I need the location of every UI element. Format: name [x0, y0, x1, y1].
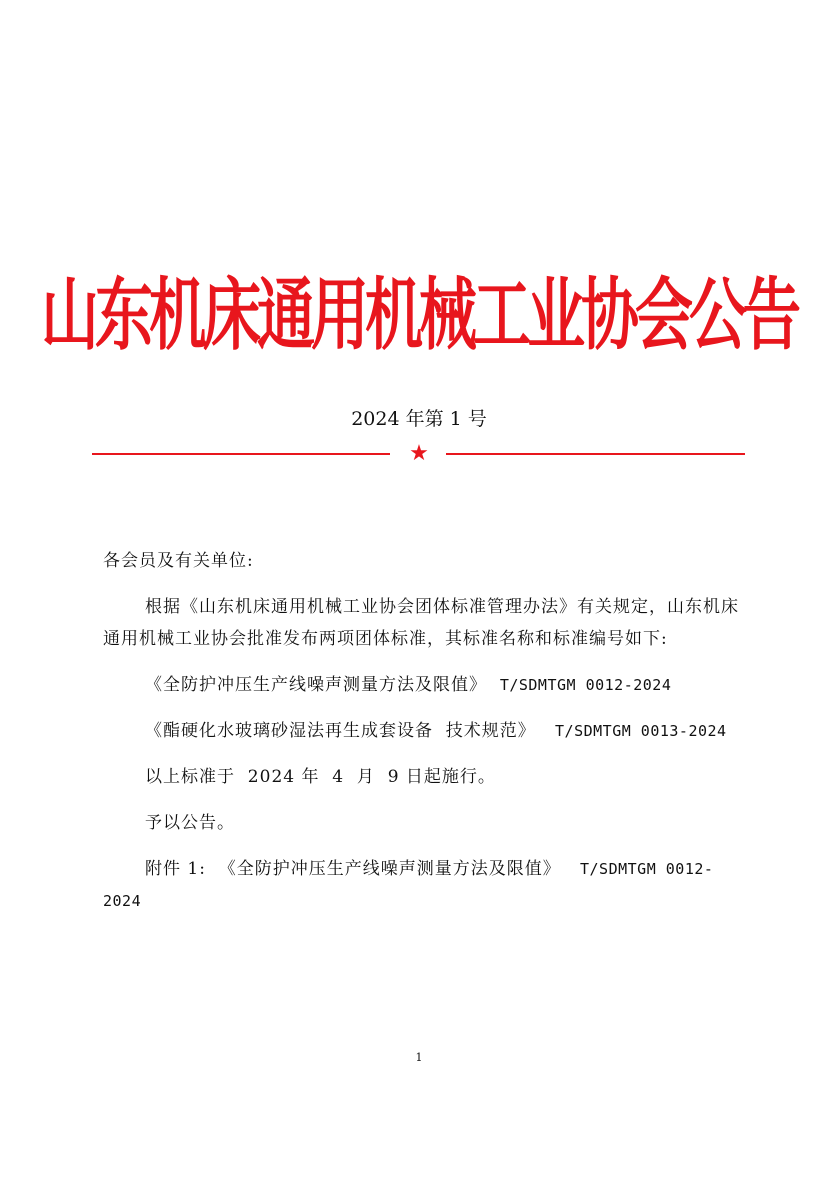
standard-code: T/SDMTGM 0012-2024 — [499, 676, 672, 694]
standard-item — [103, 669, 743, 701]
closing-line: 予以公告。 — [145, 813, 235, 833]
attachment-name: 《全防护冲压生产线噪声测量方法及限值》 — [218, 859, 561, 879]
attachment-code: T/SDMTGM 0012-2024 — [103, 860, 714, 910]
effective-date: 以上标准于 2024 年 4 月 9 日起施行。 — [145, 767, 496, 787]
masthead-title: 山东机床通用机械工业协会公告 — [40, 268, 797, 361]
standard-name: 《全防护冲压生产线噪声测量方法及限值》 — [145, 675, 487, 695]
standard-name: 《酯硬化水玻璃砂湿法再生成套设备 技术规范》 — [145, 721, 536, 741]
standard-code: T/SDMTGM 0013-2024 — [555, 722, 727, 740]
salutation: 各会员及有关单位: — [103, 551, 254, 571]
attachment-line — [103, 853, 743, 917]
star-icon: ★ — [409, 441, 429, 466]
divider-line-right — [446, 453, 745, 455]
document-number: 2024 年第 1 号 — [351, 408, 487, 430]
intro-paragraph: 根据《山东机床通用机械工业协会团体标准管理办法》有关规定，山东机床通用机械工业协会批准发布两项团体标准，其标准名称和标准编号如下: — [103, 597, 739, 649]
divider-line-left — [92, 453, 390, 455]
page-number: 1 — [415, 1051, 423, 1064]
attachment-label: 附件 1: — [145, 859, 206, 879]
standard-item — [103, 715, 743, 747]
document-body — [103, 545, 743, 931]
